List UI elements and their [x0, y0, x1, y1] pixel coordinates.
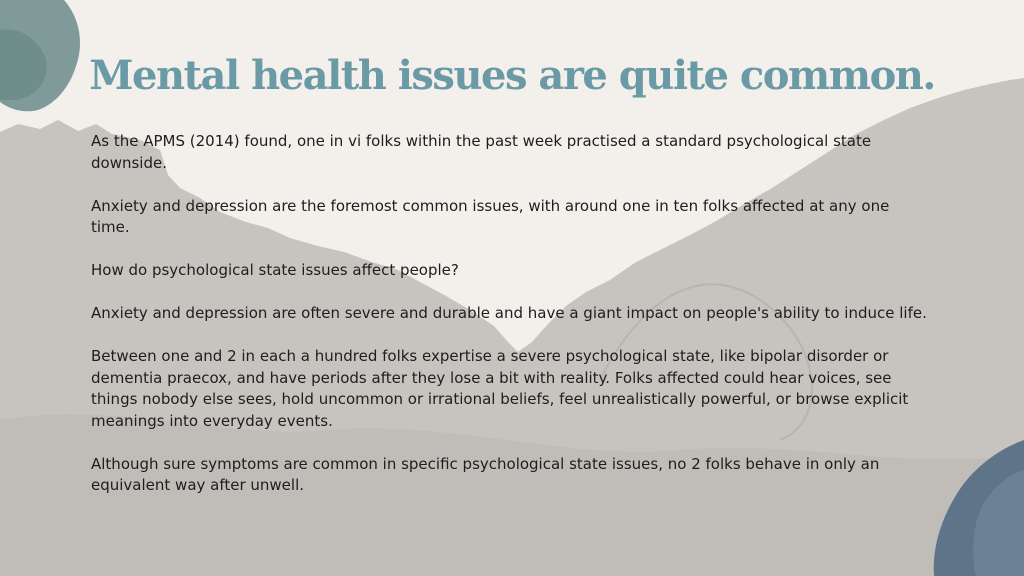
slide-title: Mental health issues are quite common. [89, 52, 935, 99]
paragraph-severity: Anxiety and depression are often severe and durable and have a giant impact on people's ability to induce life. [91, 304, 927, 322]
paragraph-anxiety-depression-common: Anxiety and depression are the foremost common issues, with around one in ten folks affected at any one time. [91, 196, 890, 236]
paragraph-apms-finding: As the APMS (2014) found, one in vi folks within the past week practised a standard psychological state downside. [91, 132, 872, 172]
paragraph-severe-conditions: Between one and 2 in each a hundred folks expertise a severe psychological state, like bipolar disorder or dementia praecox, and have periods after they lose a bit with reality. Folks affected could hear voices, see things nobody else sees, hold uncommon or irrational beliefs, feel unrealistically powerful, or browse explicit meanings into everyday events. [91, 347, 909, 430]
paragraph-symptoms: Although sure symptoms are common in specific psychological state issues, no 2 folks behave in only an equivalent way after unwell. [91, 454, 880, 494]
paragraph-question: How do psychological state issues affect people? [91, 261, 459, 279]
slide-body [91, 131, 931, 518]
